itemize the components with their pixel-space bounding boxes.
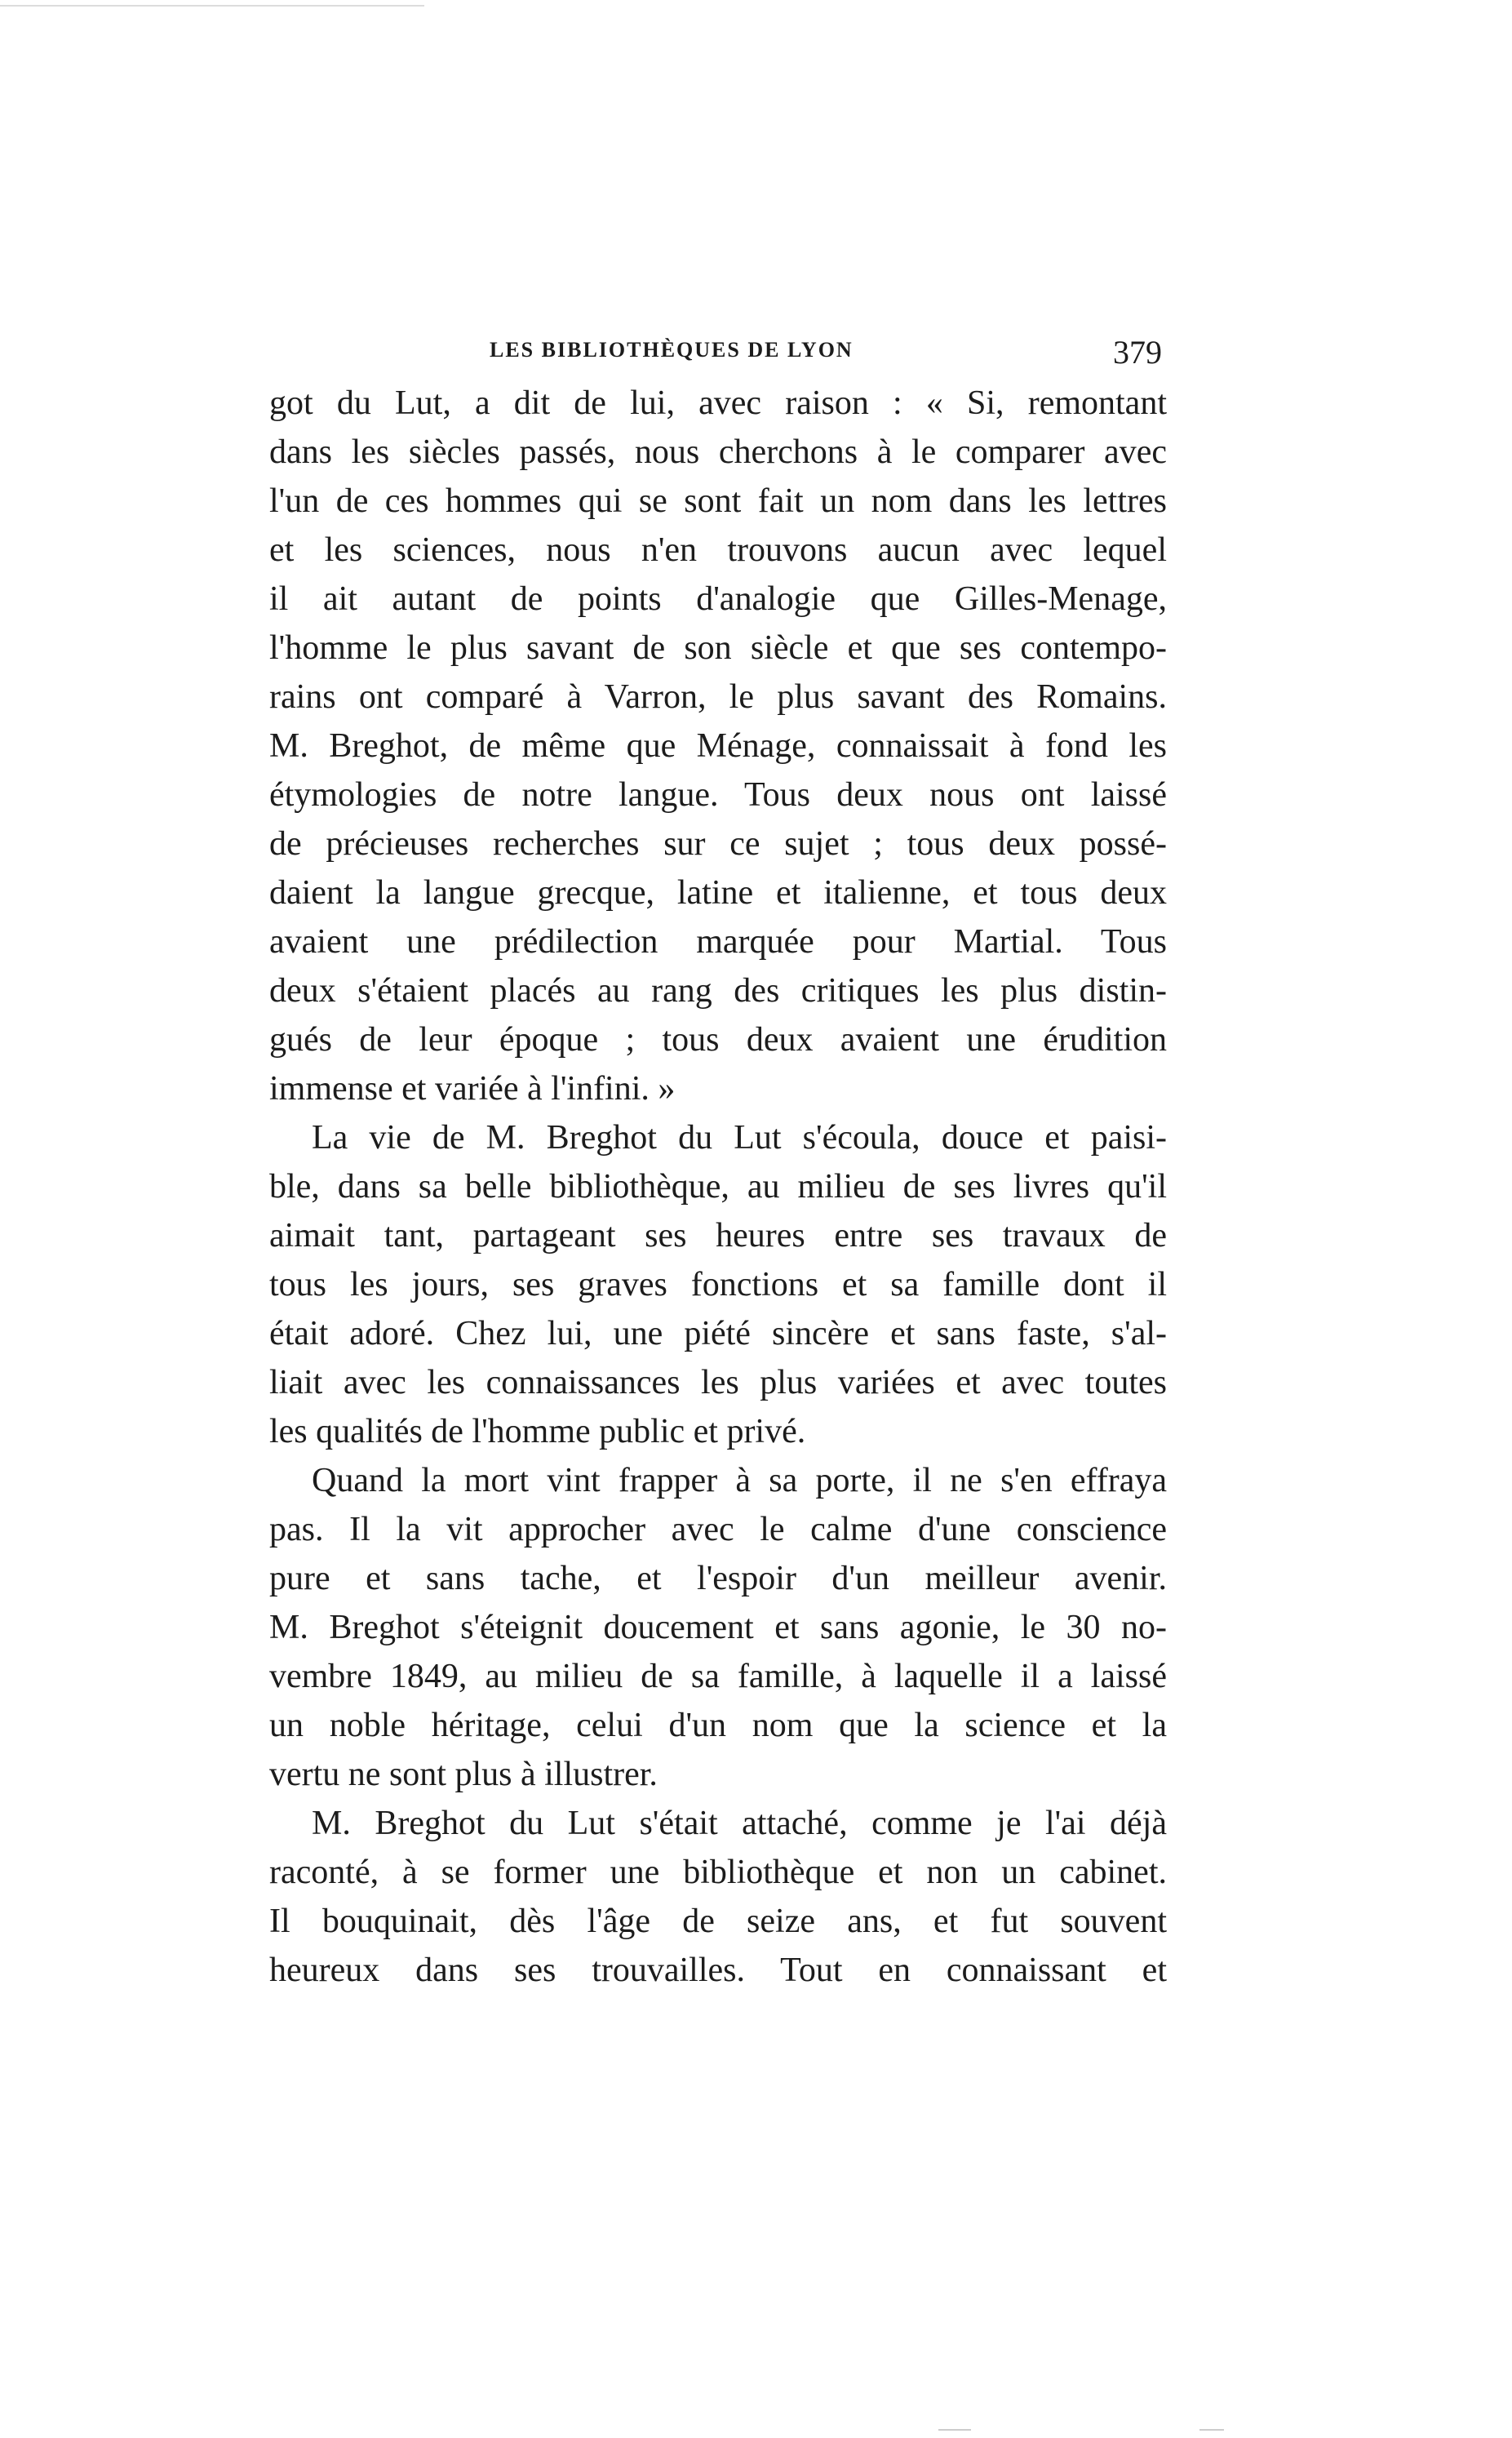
text-line: tous les jours, ses graves fonctions et sa famille dont il (269, 1266, 1167, 1303)
body-text (269, 379, 1167, 1995)
text-line: l'un de ces hommes qui se sont fait un nom dans les lettres (269, 482, 1167, 520)
text-line: les qualités de l'homme public et privé. (269, 1413, 806, 1450)
page-number: 379 (1113, 334, 1162, 371)
text-line: de précieuses recherches sur ce sujet ; tous deux possé- (269, 825, 1167, 863)
text-line: M. Breghot s'éteignit doucement et sans agonie, le 30 no- (269, 1609, 1167, 1646)
text-line: gués de leur époque ; tous deux avaient une érudition (269, 1021, 1167, 1059)
text-line: rains ont comparé à Varron, le plus savant des Romains. (269, 678, 1167, 716)
text-line: et les sciences, nous n'en trouvons aucun avec lequel (269, 531, 1167, 569)
text-line: daient la langue grecque, latine et italienne, et tous deux (269, 874, 1167, 912)
text-line: raconté, à se former une bibliothèque et non un cabinet. (269, 1854, 1167, 1891)
text-line: M. Breghot, de même que Ménage, connaissait à fond les (269, 727, 1167, 765)
text-line: vertu ne sont plus à illustrer. (269, 1756, 658, 1793)
scan-edge-mark (938, 2429, 971, 2431)
text-line: M. Breghot du Lut s'était attaché, comme je l'ai déjà (312, 1805, 1167, 1842)
running-title: LES BIBLIOTHÈQUES DE LYON (490, 338, 854, 362)
page-header (269, 333, 1177, 382)
text-line: avaient une prédilection marquée pour Martial. Tous (269, 923, 1167, 961)
text-line: un noble héritage, celui d'un nom que la science et la (269, 1707, 1167, 1744)
text-line: liait avec les connaissances les plus variées et avec toutes (269, 1364, 1167, 1401)
text-line: immense et variée à l'infini. » (269, 1070, 676, 1108)
text-line: vembre 1849, au milieu de sa famille, à laquelle il a laissé (269, 1658, 1167, 1695)
text-line: deux s'étaient placés au rang des critiques les plus distin- (269, 972, 1167, 1010)
scan-edge-mark (0, 5, 424, 7)
paragraph (269, 1799, 1167, 1995)
paragraph (269, 1456, 1167, 1799)
text-line: heureux dans ses trouvailles. Tout en connaissant et (269, 1952, 1167, 1989)
text-line: La vie de M. Breghot du Lut s'écoula, douce et paisi- (312, 1119, 1167, 1157)
text-line: dans les siècles passés, nous cherchons à le comparer avec (269, 433, 1167, 471)
text-line: étymologies de notre langue. Tous deux nous ont laissé (269, 776, 1167, 814)
text-line: l'homme le plus savant de son siècle et que ses contempo- (269, 629, 1167, 667)
paragraph (269, 1113, 1167, 1456)
text-line: était adoré. Chez lui, une piété sincère et sans faste, s'al- (269, 1315, 1167, 1352)
text-line: il ait autant de points d'analogie que Gilles-Menage, (269, 580, 1167, 618)
text-line: pas. Il la vit approcher avec le calme d'une conscience (269, 1511, 1167, 1548)
text-line: Il bouquinait, dès l'âge de seize ans, et fut souvent (269, 1903, 1167, 1940)
scan-edge-mark (1199, 2429, 1224, 2431)
text-line: got du Lut, a dit de lui, avec raison : « Si, remontant (269, 384, 1167, 422)
text-line: aimait tant, partageant ses heures entre ses travaux de (269, 1217, 1167, 1255)
text-line: pure et sans tache, et l'espoir d'un meilleur avenir. (269, 1560, 1167, 1597)
text-line: ble, dans sa belle bibliothèque, au milieu de ses livres qu'il (269, 1168, 1167, 1206)
text-line: Quand la mort vint frapper à sa porte, il ne s'en effraya (312, 1462, 1167, 1499)
paragraph (269, 379, 1167, 1113)
